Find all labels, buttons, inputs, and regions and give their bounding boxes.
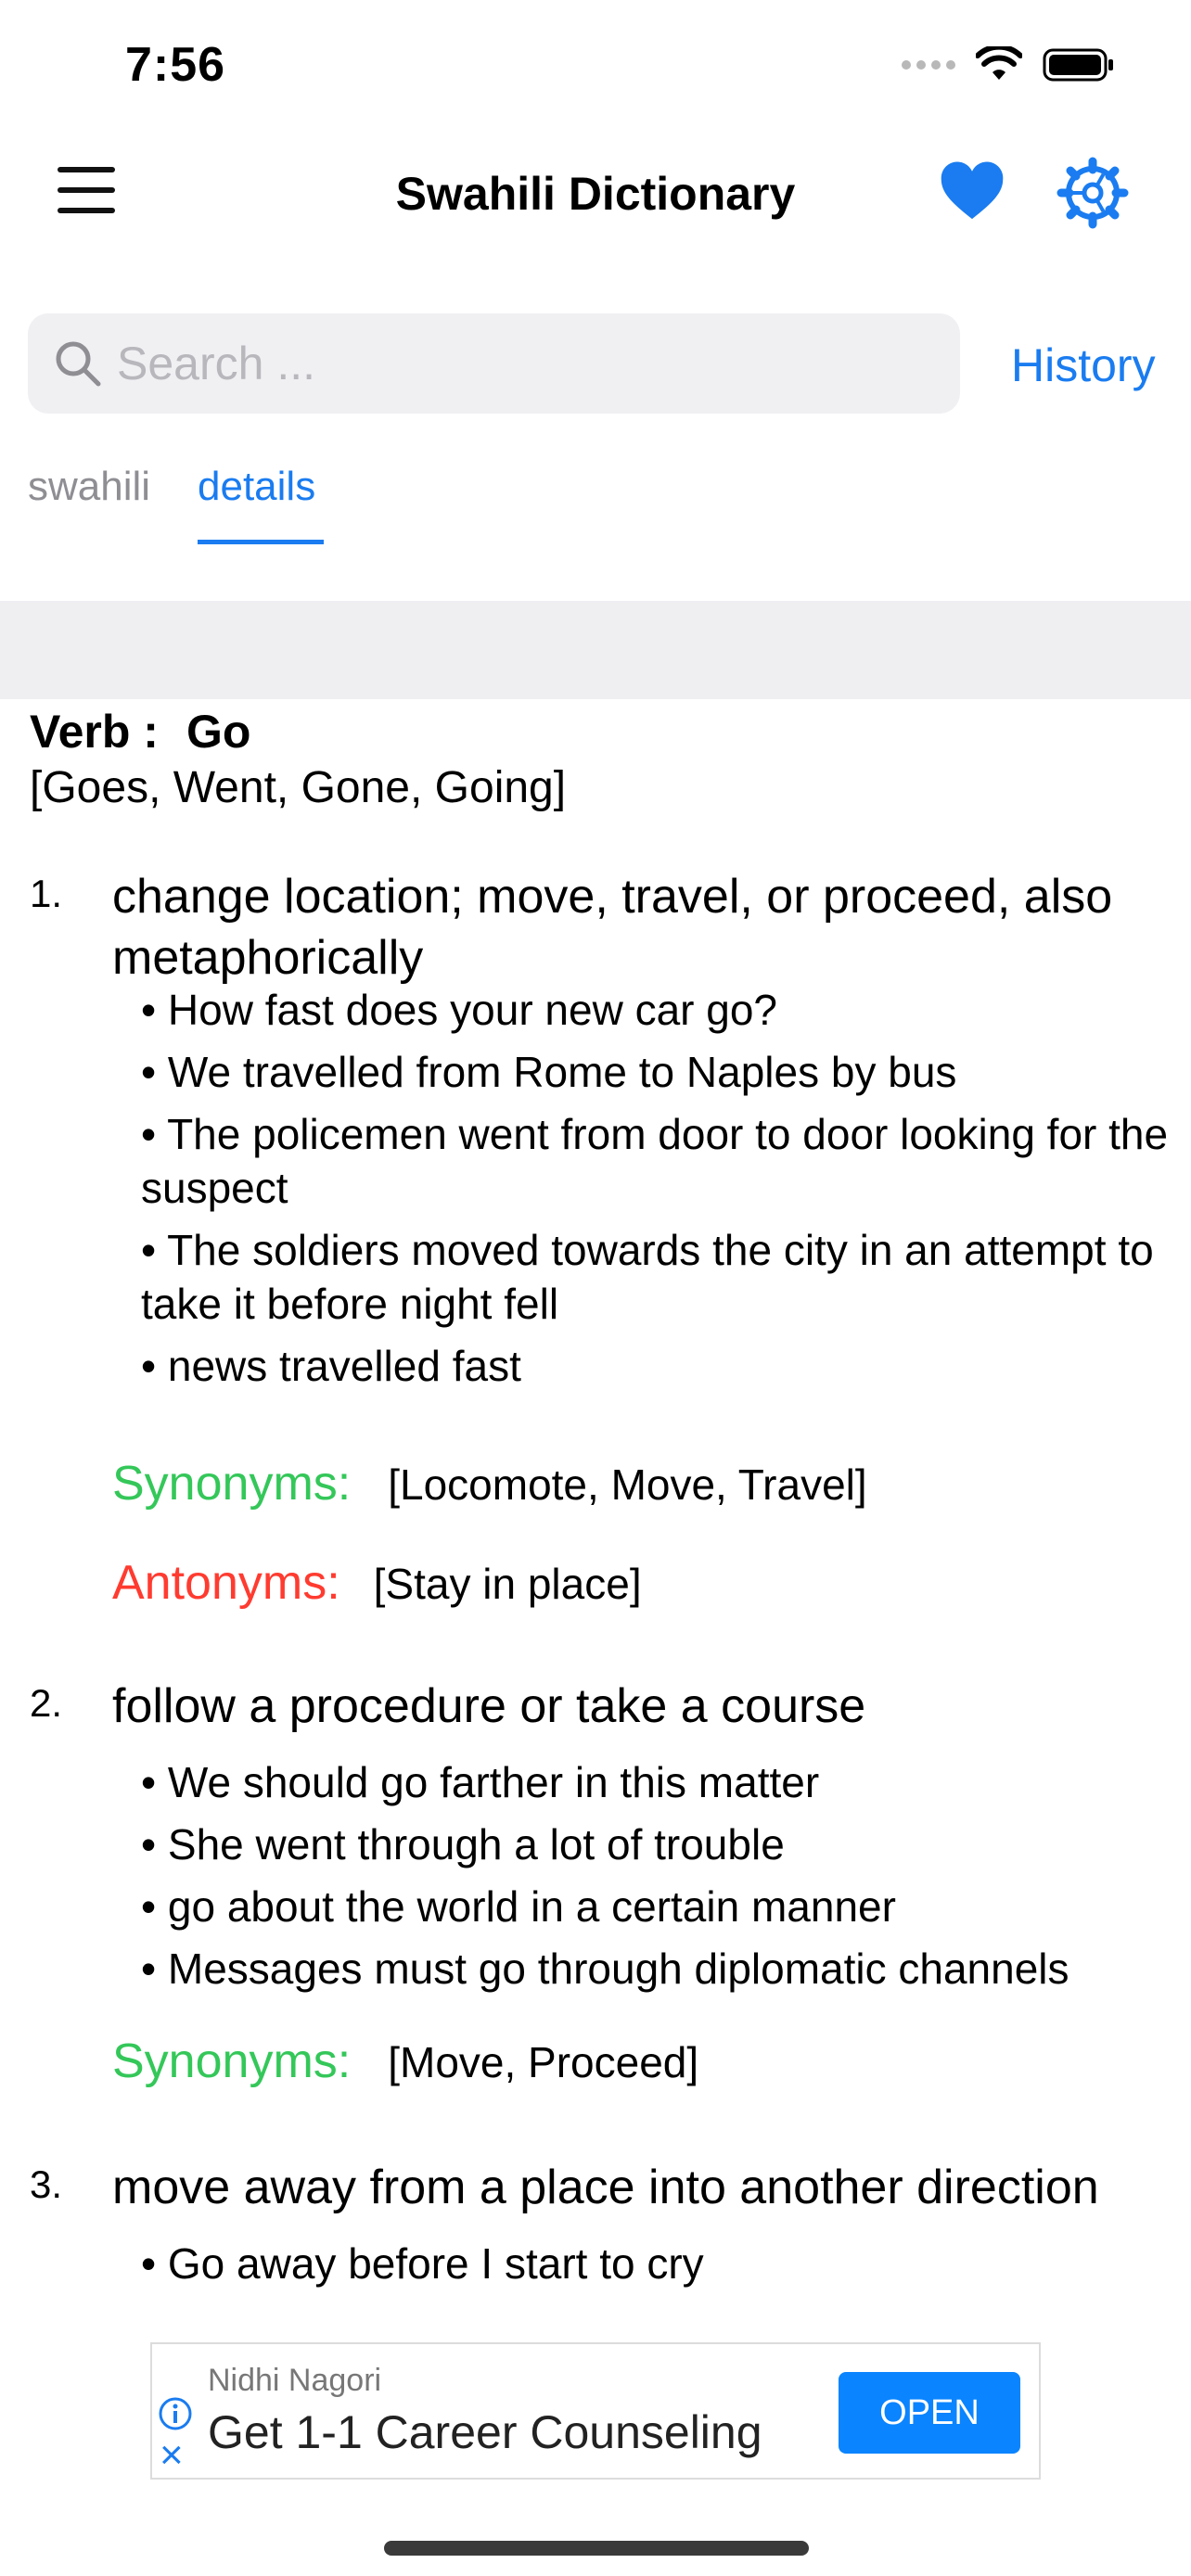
close-icon[interactable]: ×: [160, 2432, 184, 2478]
tab-swahili[interactable]: swahili: [28, 464, 151, 509]
example-item: • news travelled fast: [141, 1339, 1180, 1393]
example-item: • The soldiers moved towards the city in an attempt to take it before night fell: [141, 1223, 1180, 1331]
status-bar: [0, 0, 1191, 130]
example-item: • go about the world in a certain manner: [141, 1880, 1180, 1933]
example-list: [141, 983, 1180, 1401]
sense-definition: follow a procedure or take a course: [112, 1679, 866, 1733]
example-item: • How fast does your new car go?: [141, 983, 1180, 1037]
synonyms-value: [Locomote, Move, Travel]: [388, 1460, 867, 1509]
antonyms-label: Antonyms:: [112, 1556, 340, 1610]
cellular-signal-icon: [902, 60, 955, 70]
sense-number: 2.: [30, 1681, 63, 1725]
antonyms-row: [112, 1555, 642, 1611]
separator-band: [0, 601, 1191, 699]
example-list: [141, 2237, 1180, 2299]
heart-icon: [937, 156, 1007, 226]
headword: Go: [186, 706, 251, 758]
example-item: • Go away before I start to cry: [141, 2237, 1180, 2290]
synonyms-label: Synonyms:: [112, 2034, 352, 2088]
example-list: [141, 1755, 1180, 2004]
part-of-speech: Verb :: [30, 706, 159, 758]
ad-open-button[interactable]: OPEN: [839, 2372, 1020, 2454]
ad-headline: Get 1-1 Career Counseling: [208, 2406, 762, 2458]
ad-advertiser: Nidhi Nagori: [208, 2363, 382, 2398]
favorites-button[interactable]: [937, 156, 1007, 226]
active-tab-indicator: [198, 540, 324, 544]
wifi-icon: [976, 46, 1022, 83]
sense-definition: change location; move, travel, or proceed, also metaphorically: [112, 870, 1113, 985]
sense-number: 1.: [30, 872, 63, 915]
settings-button[interactable]: [1056, 156, 1130, 230]
info-icon[interactable]: [158, 2396, 193, 2431]
antonyms-value: [Stay in place]: [373, 1560, 642, 1608]
ad-banner[interactable]: [150, 2342, 1041, 2480]
search-box: [28, 313, 960, 414]
battery-icon: [1043, 46, 1117, 83]
status-time: 7:56: [125, 38, 226, 92]
home-indicator[interactable]: [384, 2541, 809, 2556]
example-item: • We travelled from Rome to Naples by bus: [141, 1045, 1180, 1099]
tab-details[interactable]: details: [198, 464, 316, 509]
example-item: • We should go farther in this matter: [141, 1755, 1180, 1809]
synonyms-row: [112, 2034, 698, 2089]
example-item: • She went through a lot of trouble: [141, 1817, 1180, 1871]
example-item: • Messages must go through diplomatic channels: [141, 1942, 1180, 1996]
entry-heading: [30, 705, 250, 759]
sense-number: 3.: [30, 2162, 63, 2206]
status-icons: [902, 46, 1117, 83]
sense-definition: move away from a place into another direction: [112, 2161, 1099, 2214]
gear-icon: [1056, 156, 1130, 230]
synonyms-value: [Move, Proceed]: [388, 2038, 699, 2086]
nav-bar: [0, 139, 1191, 250]
word-forms: [Goes, Went, Gone, Going]: [30, 763, 567, 812]
synonyms-label: Synonyms:: [112, 1457, 352, 1511]
search-icon: [52, 338, 104, 389]
search-input[interactable]: [117, 313, 933, 414]
history-button[interactable]: History: [1011, 339, 1156, 391]
example-item: • The policemen went from door to door looking for the suspect: [141, 1107, 1180, 1215]
synonyms-row: [112, 1456, 867, 1511]
page-title: Swahili Dictionary: [395, 168, 796, 220]
